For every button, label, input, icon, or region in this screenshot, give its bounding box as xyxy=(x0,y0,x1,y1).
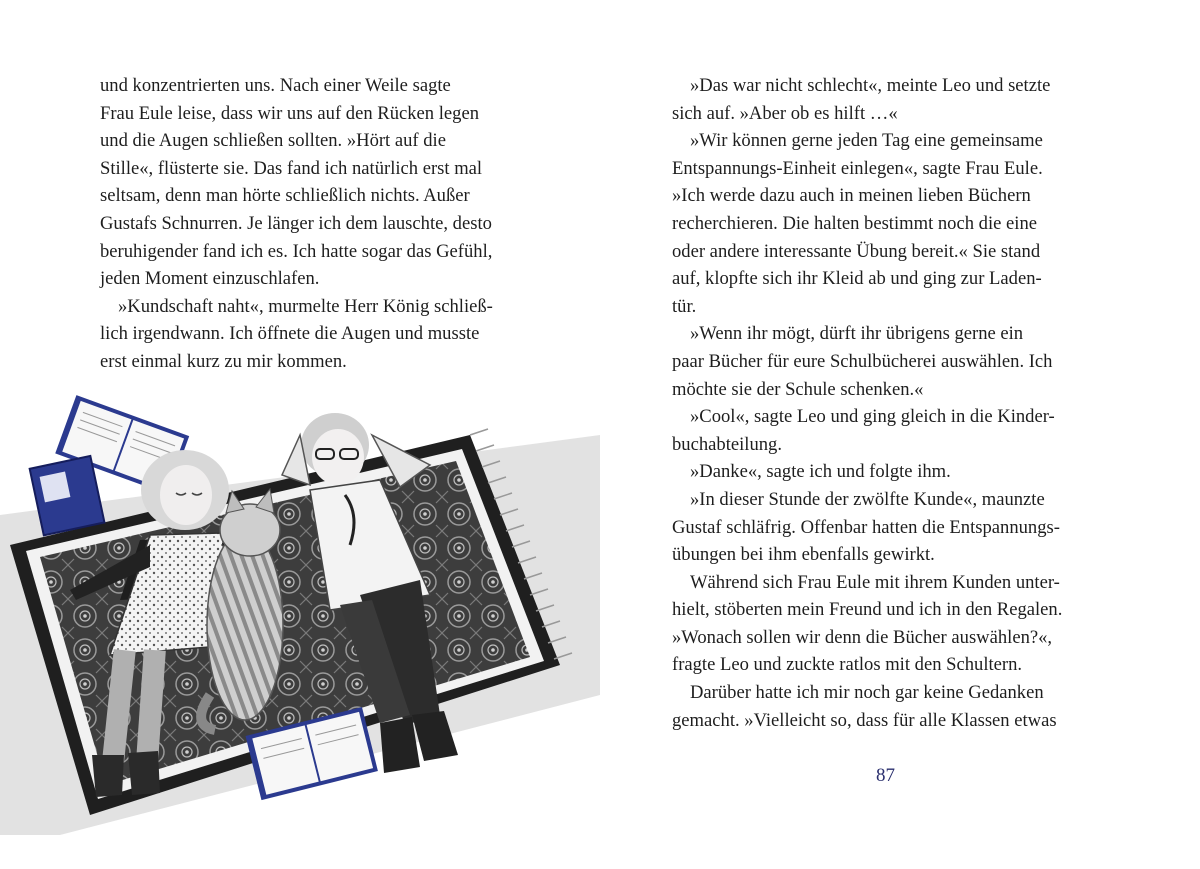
text-line: fragte Leo und zuckte ratlos mit den Schultern. xyxy=(672,654,1023,676)
text-line: »Wonach sollen wir denn die Bücher auswählen?«, xyxy=(672,626,1053,648)
illustration xyxy=(0,395,600,835)
left-page-text xyxy=(100,72,530,376)
text-line: und die Augen schließen sollten. »Hört auf die xyxy=(100,130,446,152)
text-line: »Cool«, sagte Leo und ging gleich in die Kinder- xyxy=(690,406,1055,428)
text-line: erst einmal kurz zu mir kommen. xyxy=(100,350,347,372)
text-line: »Danke«, sagte ich und folgte ihm. xyxy=(690,461,951,483)
right-page xyxy=(600,0,1200,869)
text-line: »Wenn ihr mögt, dürft ihr übrigens gerne ein xyxy=(690,323,1024,345)
text-line: tür. xyxy=(672,295,697,317)
text-line: jeden Moment einzuschlafen. xyxy=(100,268,320,290)
text-line: hielt, stöberten mein Freund und ich in den Regalen. xyxy=(672,599,1063,621)
text-line: paar Bücher für eure Schulbücherei auswählen. Ich xyxy=(672,350,1053,372)
page-number: 87 xyxy=(876,765,895,786)
right-page-text xyxy=(672,72,1092,734)
text-line: Entspannungs-Einheit einlegen«, sagte Frau Eule. xyxy=(672,157,1043,179)
text-line: »Das war nicht schlecht«, meinte Leo und setzte xyxy=(690,75,1051,96)
text-line: »Kundschaft naht«, murmelte Herr König schließ- xyxy=(118,295,493,317)
text-line: »Wir können gerne jeden Tag eine gemeinsame xyxy=(690,130,1043,152)
text-line: »In dieser Stunde der zwölfte Kunde«, maunzte xyxy=(690,488,1045,510)
text-line: oder andere interessante Übung bereit.« Sie stand xyxy=(672,240,1041,262)
text-line: Stille«, flüsterte sie. Das fand ich natürlich erst mal xyxy=(100,157,483,179)
text-line: Gustafs Schnurren. Je länger ich dem lauschte, desto xyxy=(100,212,492,234)
text-line: »Ich werde dazu auch in meinen lieben Büchern xyxy=(672,185,1031,207)
text-line: beruhigender fand ich es. Ich hatte sogar das Gefühl, xyxy=(100,240,493,262)
text-line: Während sich Frau Eule mit ihrem Kunden unter- xyxy=(690,571,1060,593)
text-line: lich irgendwann. Ich öffnete die Augen und musste xyxy=(100,323,480,345)
text-line: möchte sie der Schule schenken.« xyxy=(672,378,924,400)
text-line: übungen bei ihm ebenfalls gewirkt. xyxy=(672,544,935,566)
text-line: sich auf. »Aber ob es hilft …« xyxy=(672,102,898,124)
text-line: auf, klopfte sich ihr Kleid ab und ging zur Laden- xyxy=(672,268,1042,290)
text-line: Frau Eule leise, dass wir uns auf den Rücken legen xyxy=(100,102,480,124)
closed-book xyxy=(30,456,105,535)
text-line: und konzentrierten uns. Nach einer Weile sagte xyxy=(100,75,451,96)
text-line: Gustaf schläfrig. Offenbar hatten die Entspannungs- xyxy=(672,516,1060,538)
text-line: gemacht. »Vielleicht so, dass für alle Klassen etwas xyxy=(672,709,1057,731)
text-line: buchabteilung. xyxy=(672,433,782,455)
text-line: seltsam, denn man hörte schließlich nichts. Außer xyxy=(100,185,470,207)
text-line: Darüber hatte ich mir noch gar keine Gedanken xyxy=(690,682,1044,704)
text-line: recherchieren. Die halten bestimmt noch die eine xyxy=(672,212,1038,234)
